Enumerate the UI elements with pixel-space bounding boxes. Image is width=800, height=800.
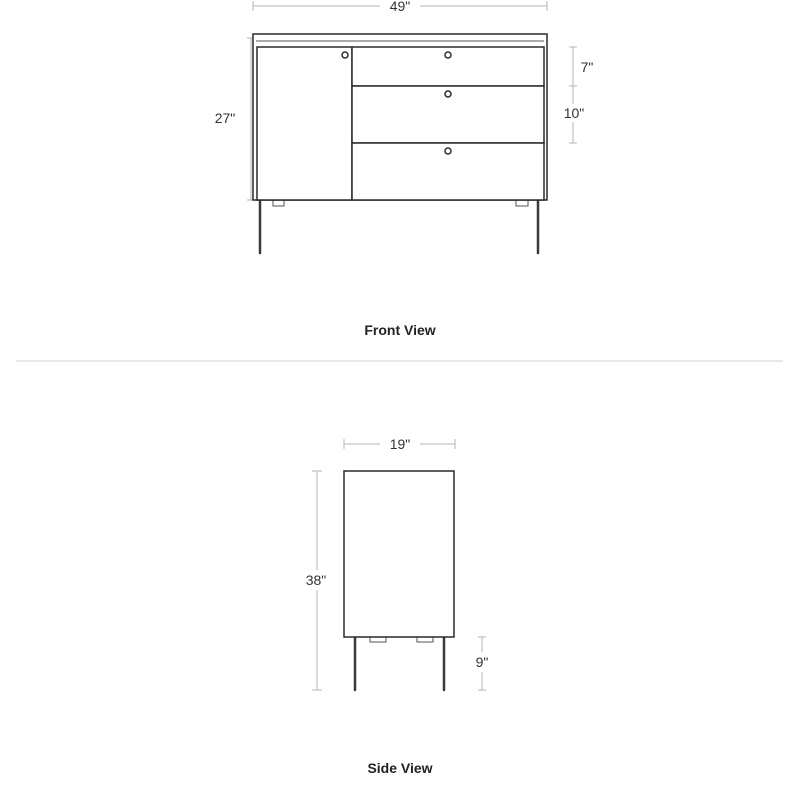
leg-height-dimension bbox=[470, 637, 494, 690]
depth-dimension bbox=[344, 436, 455, 452]
height-label: 27" bbox=[214, 110, 236, 126]
door-knob bbox=[342, 52, 348, 58]
side-height-dimension bbox=[300, 471, 332, 690]
cabinet-door bbox=[257, 47, 352, 200]
drawer-knob bbox=[445, 52, 451, 58]
side-height-label: 38" bbox=[305, 572, 327, 588]
front-view bbox=[210, 0, 593, 338]
width-dimension bbox=[253, 0, 547, 14]
cabinet-side bbox=[344, 471, 454, 690]
drawer-knob bbox=[445, 91, 451, 97]
top-drawer-label: 7" bbox=[580, 59, 594, 75]
height-dimension bbox=[210, 38, 255, 200]
leg-height-label: 9" bbox=[475, 654, 489, 670]
cabinet-front bbox=[253, 34, 547, 253]
drawer-knob bbox=[445, 148, 451, 154]
drawer-dimensions bbox=[560, 47, 593, 143]
side-view bbox=[300, 436, 494, 776]
depth-label: 19" bbox=[389, 436, 411, 452]
width-label: 49" bbox=[389, 0, 411, 14]
front-view-title: Front View bbox=[364, 322, 436, 338]
side-view-title: Side View bbox=[367, 760, 433, 776]
middle-drawer-label: 10" bbox=[563, 105, 585, 121]
